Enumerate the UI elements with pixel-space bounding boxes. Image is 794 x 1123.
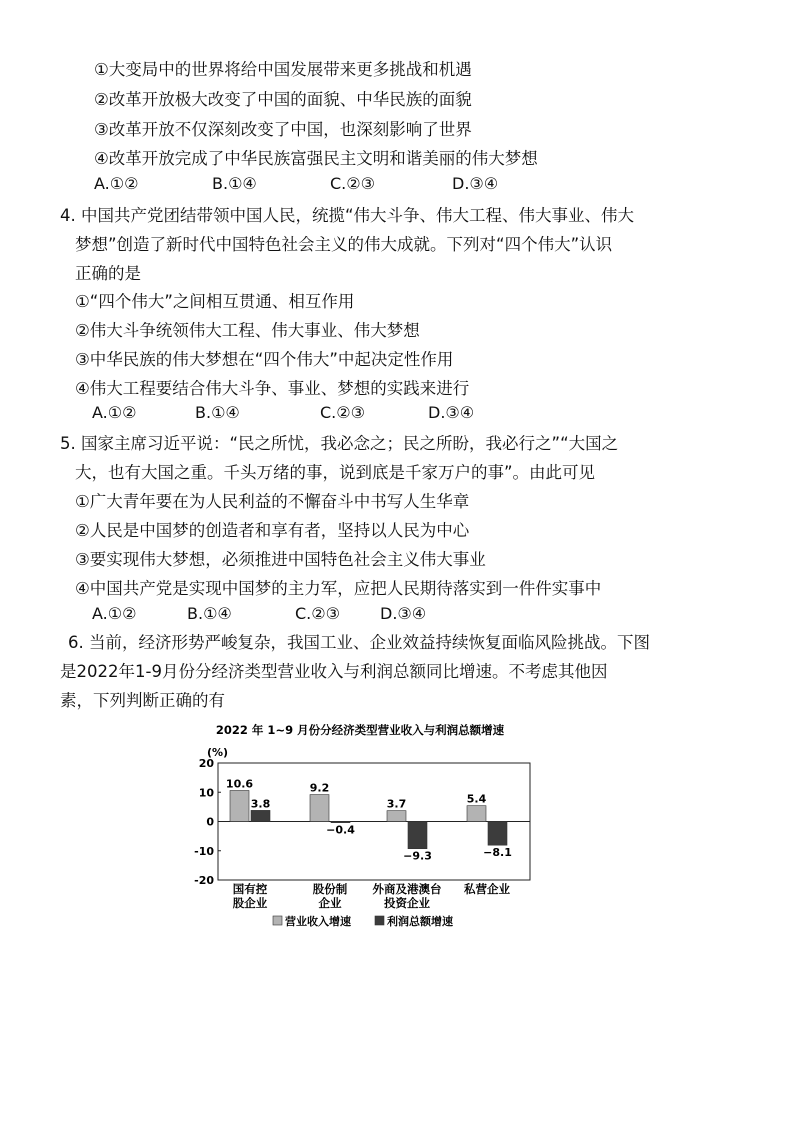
q5-item-2: ②人民是中国梦的创造者和享有者，坚持以人民为中心 xyxy=(75,521,470,540)
category-label: 投资企业 xyxy=(384,896,430,910)
y-tick-label: -10 xyxy=(194,844,214,858)
q5-option-c[interactable]: C.②③ xyxy=(295,604,340,623)
category-label: 企业 xyxy=(318,896,342,910)
q4-item-2: ②伟大斗争统领伟大工程、伟大事业、伟大梦想 xyxy=(75,321,420,340)
q6-stem-2: 是2022年1-9月份分经济类型营业收入与利润总额同比增速。不考虑其他因 xyxy=(60,662,608,681)
category-label: 私营企业 xyxy=(464,882,510,896)
q3-item-4: ④改革开放完成了中华民族富强民主文明和谐美丽的伟大梦想 xyxy=(94,149,538,168)
q3-option-d[interactable]: D.③④ xyxy=(452,174,499,193)
data-label: 5.4 xyxy=(466,792,487,806)
q5-item-4: ④中国共产党是实现中国梦的主力军，应把人民期待落实到一件件实事中 xyxy=(75,579,602,598)
legend-label-profit: 利润总额增速 xyxy=(387,915,453,928)
legend-swatch-profit xyxy=(375,916,384,925)
category-label: 股企业 xyxy=(232,896,268,910)
q5-option-a[interactable]: A.①② xyxy=(92,604,137,623)
q5-stem-2: 大，也有大国之重。千头万绪的事，说到底是千家万户的事”。由此可见 xyxy=(75,463,596,482)
q3-option-a[interactable]: A.①② xyxy=(94,174,139,193)
q5-item-3: ③要实现伟大梦想，必须推进中国特色社会主义伟大事业 xyxy=(75,550,486,569)
q6-stem-3: 素，下列判断正确的有 xyxy=(60,691,225,710)
data-label: −8.1 xyxy=(483,846,512,860)
bar-revenue-2 xyxy=(387,811,406,822)
q3-item-2: ②改革开放极大改变了中国的面貌、中华民族的面貌 xyxy=(94,90,472,109)
q3-item-1: ①大变局中的世界将给中国发展带来更多挑战和机遇 xyxy=(94,60,472,79)
chart-title: 2022 年 1~9 月份分经济类型营业收入与利润总额增速 xyxy=(215,723,505,737)
data-label: −9.3 xyxy=(403,849,432,863)
q5-stem-1: 5. 国家主席习近平说：“民之所忧，我必念之；民之所盼，我必行之”“大国之 xyxy=(60,434,619,453)
revenue-profit-bar-chart xyxy=(185,720,535,935)
y-tick-label: 20 xyxy=(198,757,214,770)
q5-item-1: ①广大青年要在为人民利益的不懈奋斗中书写人生华章 xyxy=(75,492,470,511)
q4-option-d[interactable]: D.③④ xyxy=(428,403,475,422)
chart-ylabel: (%) xyxy=(207,746,229,759)
bar-profit-1 xyxy=(331,822,350,823)
q6-stem-1: 6. 当前，经济形势严峻复杂，我国工业、企业效益持续恢复面临风险挑战。下图 xyxy=(68,633,650,652)
category-label: 外商及港澳台 xyxy=(372,882,442,896)
q4-option-c[interactable]: C.②③ xyxy=(320,403,365,422)
q4-stem-3: 正确的是 xyxy=(75,264,141,283)
bar-profit-3 xyxy=(488,822,507,846)
bar-revenue-1 xyxy=(310,795,329,822)
bar-revenue-0 xyxy=(230,790,249,821)
data-label: −0.4 xyxy=(326,823,355,837)
q3-item-3: ③改革开放不仅深刻改变了中国，也深刻影响了世界 xyxy=(94,120,472,139)
category-label: 股份制 xyxy=(312,882,348,896)
category-label: 国有控 xyxy=(232,882,268,896)
data-label: 3.8 xyxy=(250,797,271,811)
q4-item-3: ③中华民族的伟大梦想在“四个伟大”中起决定性作用 xyxy=(75,350,454,369)
q4-option-a[interactable]: A.①② xyxy=(92,403,137,422)
data-label: 9.2 xyxy=(309,781,330,795)
y-tick-label: 10 xyxy=(198,786,214,800)
y-tick-label: 0 xyxy=(206,815,214,829)
q5-option-b[interactable]: B.①④ xyxy=(187,604,232,623)
q4-stem-1: 4. 中国共产党团结带领中国人民，统揽“伟大斗争、伟大工程、伟大事业、伟大 xyxy=(60,206,635,225)
q5-option-d[interactable]: D.③④ xyxy=(380,604,427,623)
bars-group xyxy=(230,790,507,848)
legend-swatch-revenue xyxy=(273,916,282,925)
q4-item-4: ④伟大工程要结合伟大斗争、事业、梦想的实践来进行 xyxy=(75,379,470,398)
q3-option-b[interactable]: B.①④ xyxy=(212,174,257,193)
y-tick-label: -20 xyxy=(194,874,214,887)
y-axis-ticks xyxy=(194,757,221,887)
legend xyxy=(273,914,453,928)
bar-profit-2 xyxy=(408,822,427,849)
category-labels-group xyxy=(233,882,511,910)
bar-revenue-3 xyxy=(467,806,486,822)
q4-stem-2: 梦想”创造了新时代中国特色社会主义的伟大成就。下列对“四个伟大”认识 xyxy=(75,235,613,254)
data-label: 3.7 xyxy=(386,797,407,811)
bar-profit-0 xyxy=(251,810,270,821)
q4-item-1: ①“四个伟大”之间相互贯通、相互作用 xyxy=(75,292,355,311)
q3-option-c[interactable]: C.②③ xyxy=(330,174,375,193)
data-label: 10.6 xyxy=(225,777,254,791)
q4-option-b[interactable]: B.①④ xyxy=(195,403,240,422)
legend-label-revenue: 营业收入增速 xyxy=(285,915,351,928)
